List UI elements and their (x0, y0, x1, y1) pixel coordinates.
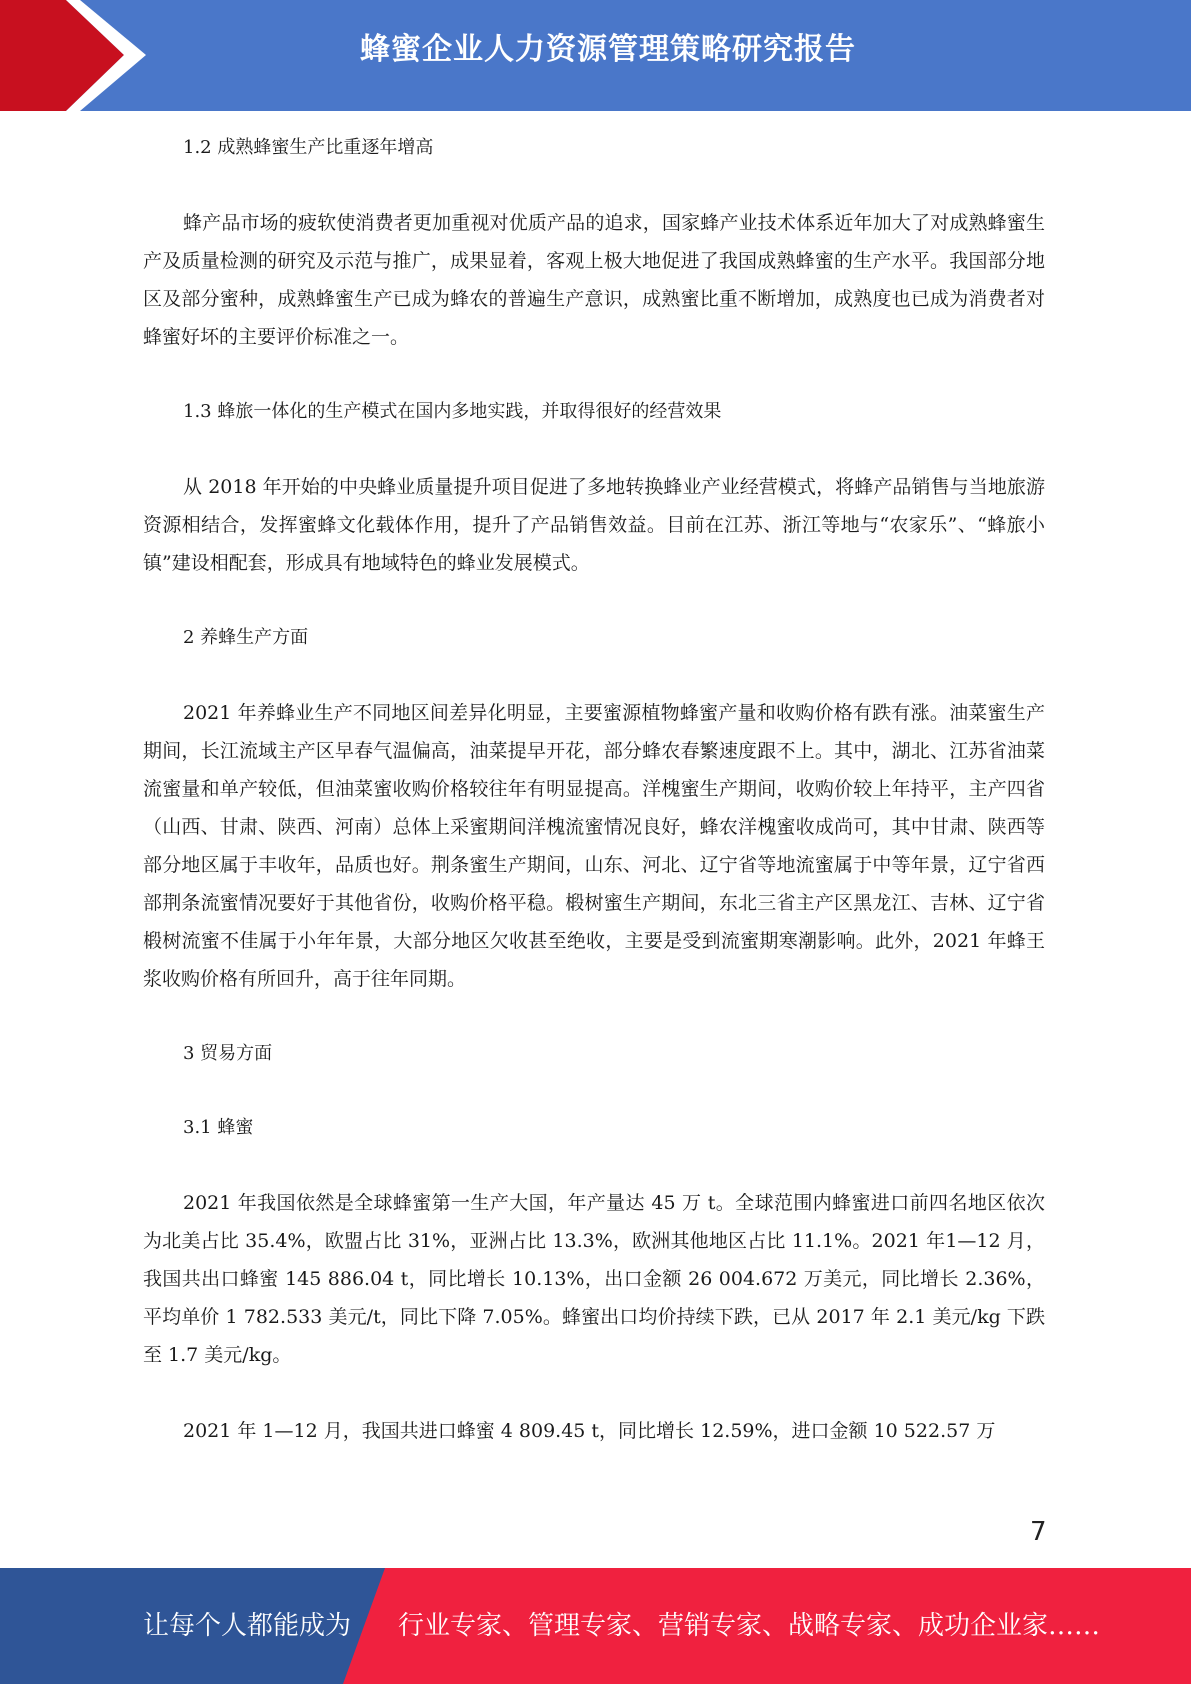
page-header (0, 0, 1191, 111)
body-paragraph: 蜂产品市场的疲软使消费者更加重视对优质产品的追求，国家蜂产业技术体系近年加大了对成熟蜂蜜生产及质量检测的研究及示范与推广，成果显着，客观上极大地促进了我国成熟蜂蜜的生产水平。我国部分地区及部分蜜种，成熟蜂蜜生产已成为蜂农的普遍生产意识，成熟蜜比重不断增加，成熟度也已成为消费者对蜂蜜好坏的主要评价标准之一。 (143, 212, 1045, 348)
block-spacer (143, 430, 1045, 468)
body-paragraph: 从 2018 年开始的中央蜂业质量提升项目促进了多地转换蜂业产业经营模式，将蜂产品销售与当地旅游资源相结合，发挥蜜蜂文化载体作用，提升了产品销售效益。目前在江苏、浙江等地与“农家乐”、“蜂旅小镇”建设相配套，形成具有地域特色的蜂业发展模式。 (143, 476, 1045, 574)
body-paragraph: 2021 年养蜂业生产不同地区间差异化明显，主要蜜源植物蜂蜜产量和收购价格有跌有涨。油菜蜜生产期间，长江流域主产区早春气温偏高，油菜提早开花，部分蜂农春繁速度跟不上。其中，湖北、江苏省油菜流蜜量和单产较低，但油菜蜜收购价格较往年有明显提高。洋槐蜜生产期间，收购价较上年持平，主产四省（山西、甘肃、陕西、河南）总体上采蜜期间洋槐流蜜情况良好，蜂农洋槐蜜收成尚可，其中甘肃、陕西等部分地区属于丰收年，品质也好。荆条蜜生产期间，山东、河北、辽宁省等地流蜜属于中等年景，辽宁省西部荆条流蜜情况要好于其他省份，收购价格平稳。椴树蜜生产期间，东北三省主产区黑龙江、吉林、辽宁省椴树流蜜不佳属于小年年景，大部分地区欠收甚至绝收，主要是受到流蜜期寒潮影响。此外，2021 年蜂王浆收购价格有所回升，高于往年同期。 (143, 702, 1045, 990)
block-spacer (143, 1146, 1045, 1184)
page-number: 7 (1030, 1517, 1047, 1547)
footer-slogan-right: 行业专家、管理专家、营销专家、战略专家、成功企业家…… (398, 1611, 1101, 1641)
body-paragraph: 2021 年 1—12 月，我国共进口蜂蜜 4 809.45 t，同比增长 12.59%，进口金额 10 522.57 万 (183, 1420, 996, 1442)
block-spacer (143, 1072, 1045, 1110)
header-arrow-decoration (0, 0, 160, 111)
block-spacer (143, 166, 1045, 204)
page-footer (0, 1568, 1191, 1684)
section-heading: 1.3 蜂旅一体化的生产模式在国内多地实践，并取得很好的经营效果 (183, 401, 722, 422)
document-body (143, 130, 1045, 1450)
section-heading: 3.1 蜂蜜 (183, 1117, 254, 1138)
section-heading: 1.2 成熟蜂蜜生产比重逐年增高 (183, 137, 434, 158)
block-spacer (143, 656, 1045, 694)
footer-slogan-left: 让每个人都能成为 (143, 1611, 352, 1641)
block-spacer (143, 582, 1045, 620)
section-heading: 2 养蜂生产方面 (183, 627, 309, 648)
block-spacer (143, 356, 1045, 394)
report-title: 蜂蜜企业人力资源管理策略研究报告 (360, 32, 856, 67)
section-heading: 3 贸易方面 (183, 1043, 273, 1064)
block-spacer (143, 998, 1045, 1036)
block-spacer (143, 1374, 1045, 1412)
body-paragraph: 2021 年我国依然是全球蜂蜜第一生产大国，年产量达 45 万 t。全球范围内蜂蜜进口前四名地区依次为北美占比 35.4%，欧盟占比 31%，亚洲占比 13.3%，欧洲其他地区占比 11.1%。2021 年1—12 月，我国共出口蜂蜜 145 886.04 t，同比增长 10.13%，出口金额 26 004.672 万美元，同比增长 2.36%，平均单价 1 782.533 美元/t，同比下降 7.05%。蜂蜜出口均价持续下跌，已从 2017 年 2.1 美元/kg 下跌至 1.7 美元/kg。 (143, 1192, 1045, 1366)
